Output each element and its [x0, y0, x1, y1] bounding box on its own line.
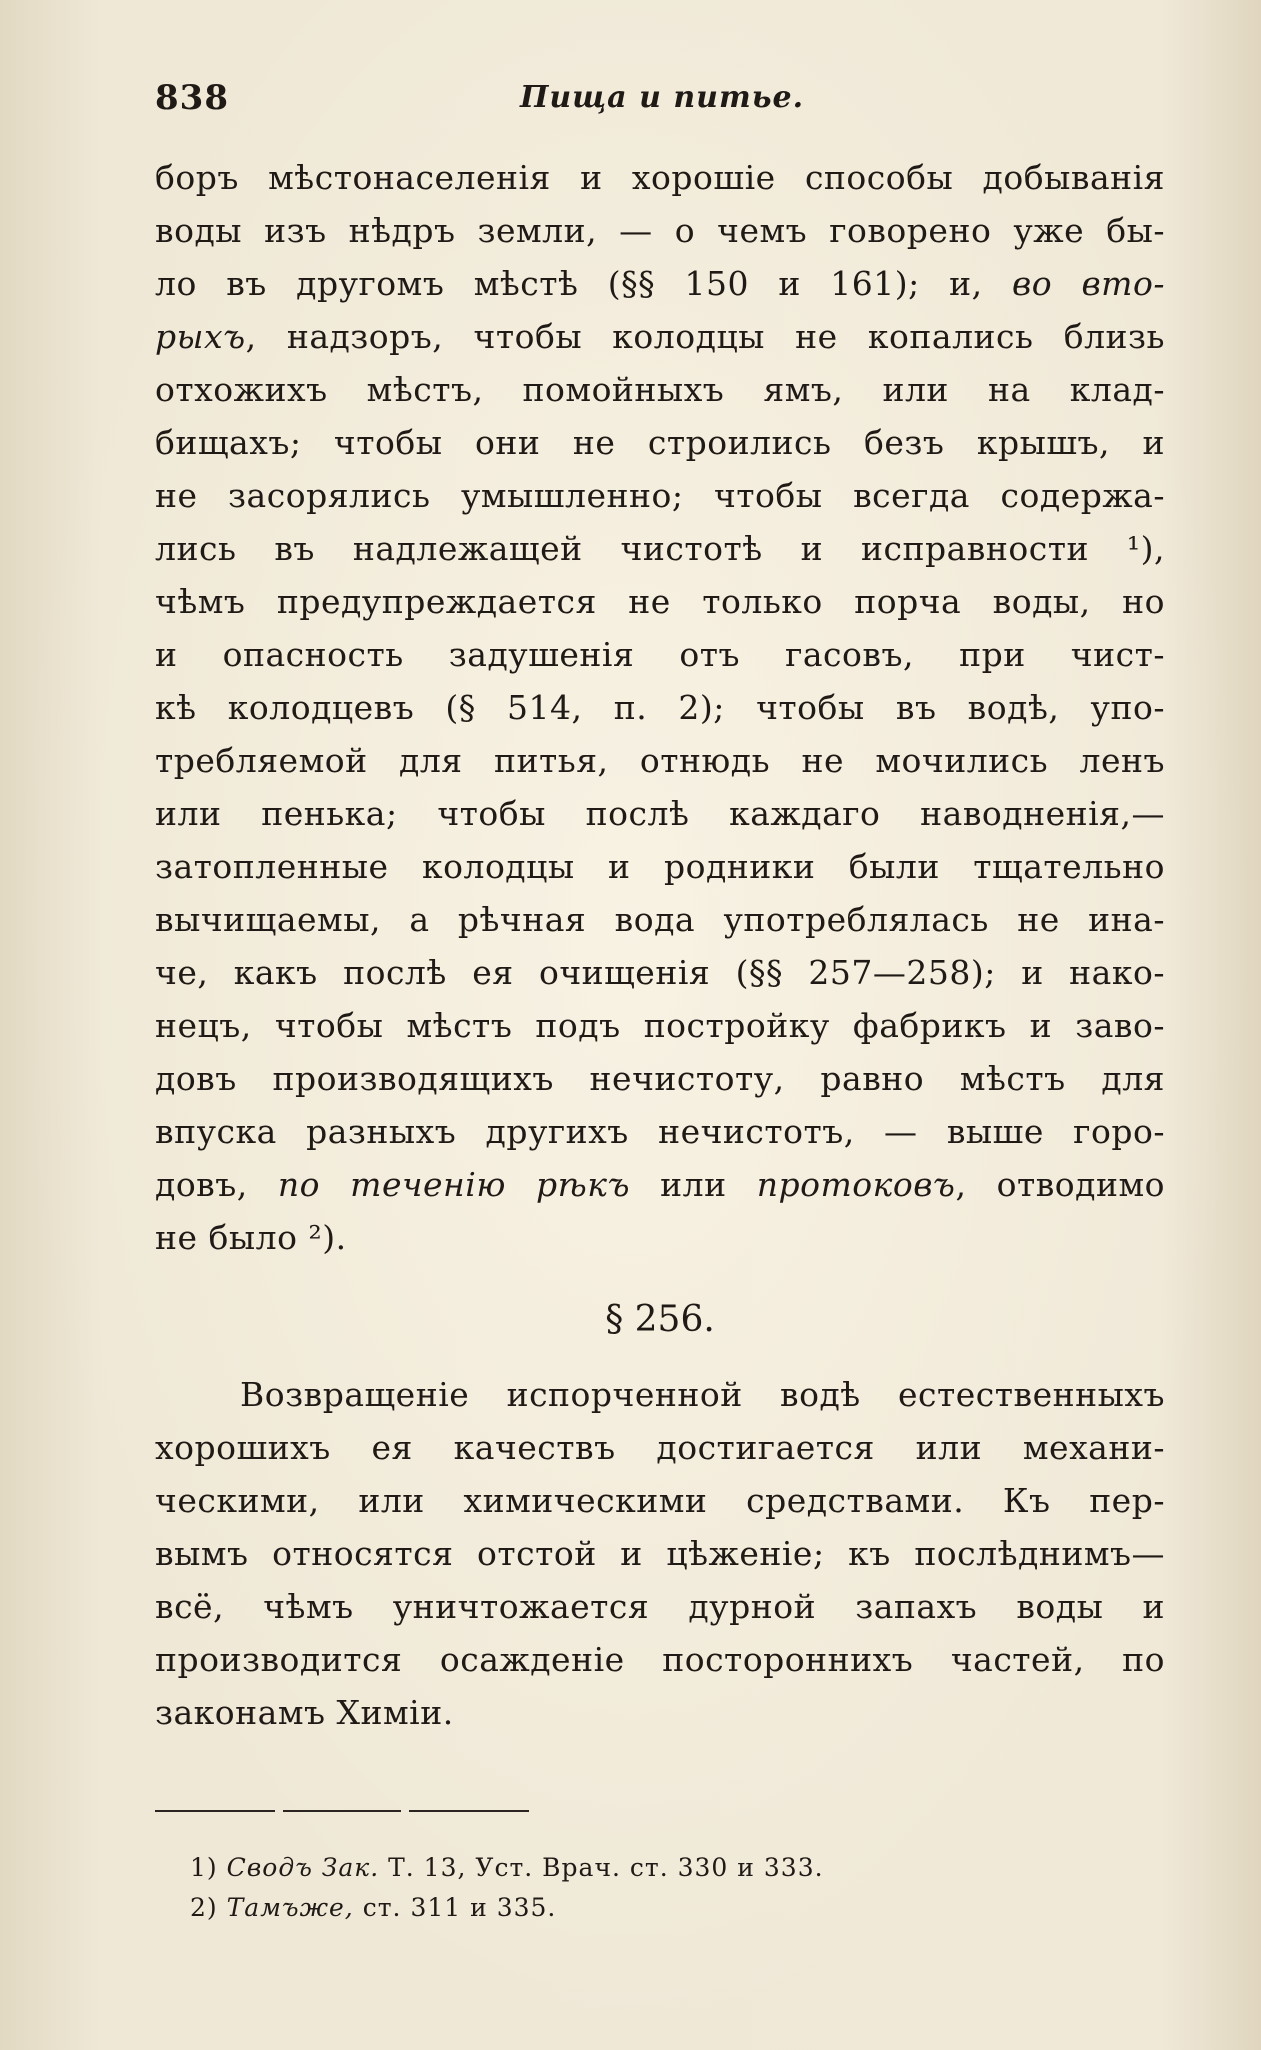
divider-segment — [155, 1810, 275, 1812]
italic-segment: во вто- — [1012, 264, 1165, 303]
text-line: боръ мѣстонаселенія и хорошіе способы добыванія — [155, 158, 1165, 197]
page-number: 838 — [155, 78, 229, 118]
text-line: всё, чѣмъ уничтожается дурной запахъ воды и — [155, 1587, 1165, 1626]
text-line: впуска разныхъ другихъ нечистотъ, — выше горо- — [155, 1112, 1165, 1151]
text-line: законамъ Химіи. — [155, 1693, 454, 1732]
text-line: лись въ надлежащей чистотѣ и исправности ¹), — [155, 529, 1165, 568]
text-line: ческими, или химическими средствами. Къ пер- — [155, 1481, 1165, 1520]
footnote-text: Т. 13, Уст. Врач. ст. 330 и 333. — [379, 1853, 824, 1882]
text-line: не засорялись умышленно; чтобы всегда содержа- — [155, 476, 1165, 515]
footnote-source: Сводъ Зак. — [226, 1853, 380, 1882]
italic-segment: рыхъ — [155, 317, 246, 356]
text-line: отхожихъ мѣстъ, помойныхъ ямъ, или на клад- — [155, 370, 1165, 409]
divider-segment — [409, 1810, 529, 1812]
text-line: требляемой для питья, отнюдь не мочились ленъ — [155, 741, 1165, 780]
text-line — [155, 314, 1165, 360]
footnote-number: 2) — [190, 1893, 218, 1922]
text-line: затопленные колодцы и родники были тщательно — [155, 847, 1165, 886]
footnote-divider — [155, 1810, 535, 1814]
text-line — [155, 261, 1165, 307]
footnote-source: Тамъже, — [226, 1893, 354, 1922]
text-segment: довъ, — [155, 1165, 278, 1204]
italic-segment: протоковъ — [756, 1165, 956, 1204]
text-line: или пенька; чтобы послѣ каждаго наводненія,— — [155, 794, 1165, 833]
text-segment: ло въ другомъ мѣстѣ (§§ 150 и 161); и, — [155, 264, 1013, 303]
footnote-number: 1) — [190, 1853, 218, 1882]
text-line: воды изъ нѣдръ земли, — о чемъ говорено уже бы- — [155, 211, 1165, 250]
footnote-text: ст. 311 и 335. — [353, 1893, 557, 1922]
text-line: нецъ, чтобы мѣстъ подъ постройку фабрикъ и заво- — [155, 1006, 1165, 1045]
divider-segment — [283, 1810, 401, 1812]
text-segment: , отводимо — [955, 1165, 1165, 1204]
section-heading: § 256. — [605, 1299, 715, 1340]
footnote — [190, 1848, 1090, 1888]
text-line: вычищаемы, а рѣчная вода употреблялась не ина- — [155, 900, 1165, 939]
italic-segment: по теченію рѣкъ — [277, 1165, 630, 1204]
text-line — [155, 1162, 1165, 1208]
text-line: хорошихъ ея качествъ достигается или механи- — [155, 1428, 1165, 1467]
text-line: довъ производящихъ нечистоту, равно мѣстъ для — [155, 1059, 1165, 1098]
text-line: и опасность задушенія отъ гасовъ, при чист- — [155, 635, 1165, 674]
text-line: чѣмъ предупреждается не только порча воды, но — [155, 582, 1165, 621]
page-header — [155, 78, 1165, 118]
text-line: вымъ относятся отстой и цѣженіе; къ послѣднимъ— — [155, 1534, 1165, 1573]
text-line: производится осажденіе постороннихъ частей, по — [155, 1640, 1165, 1679]
footnote — [190, 1888, 1090, 1928]
text-line: че, какъ послѣ ея очищенія (§§ 257—258); и нако- — [155, 953, 1165, 992]
text-segment: , надзоръ, чтобы колодцы не копались близь — [245, 317, 1165, 356]
text-line: Возвращеніе испорченной водѣ естественныхъ — [240, 1375, 1165, 1414]
text-line: кѣ колодцевъ (§ 514, п. 2); чтобы въ водѣ, упо- — [155, 688, 1165, 727]
running-title: Пища и питье. — [520, 80, 805, 115]
text-segment: или — [630, 1165, 757, 1204]
text-line: бищахъ; чтобы они не строились безъ крышъ, и — [155, 423, 1165, 462]
text-line: не было ²). — [155, 1218, 347, 1257]
